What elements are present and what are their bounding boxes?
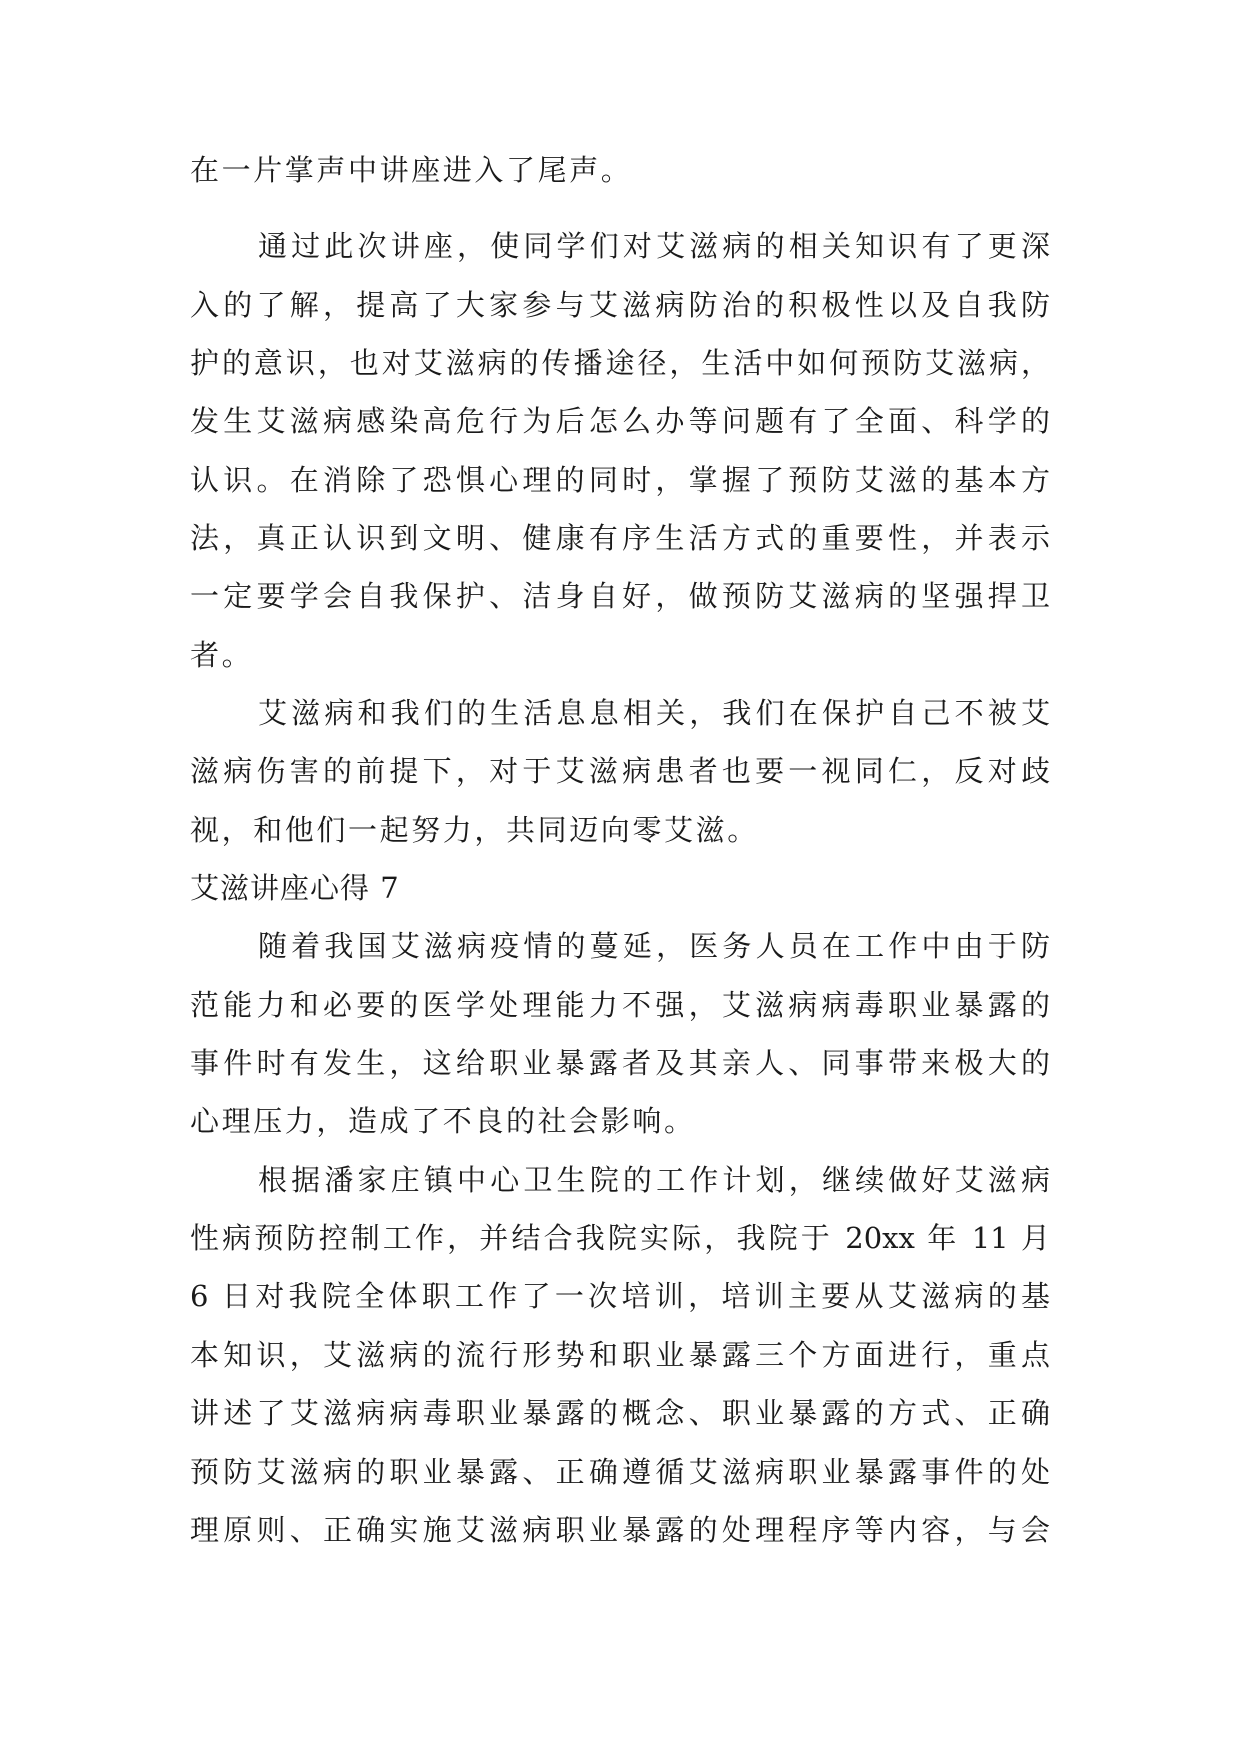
paragraph-line: 事件时有发生，这给职业暴露者及其亲人、同事带来极大的	[190, 1046, 1050, 1080]
paragraph-line: 通过此次讲座，使同学们对艾滋病的相关知识有了更深	[258, 229, 1050, 263]
paragraph-line: 法，真正认识到文明、健康有序生活方式的重要性，并表示	[190, 521, 1050, 555]
paragraph-line: 理原则、正确实施艾滋病职业暴露的处理程序等内容，与会	[190, 1513, 1050, 1547]
paragraph-line: 预防艾滋病的职业暴露、正确遵循艾滋病职业暴露事件的处	[190, 1455, 1050, 1489]
paragraph-line: 讲述了艾滋病病毒职业暴露的概念、职业暴露的方式、正确	[190, 1396, 1050, 1430]
paragraph-line: 一定要学会自我保护、洁身自好，做预防艾滋病的坚强捍卫	[190, 579, 1050, 613]
paragraph-line: 入的了解，提高了大家参与艾滋病防治的积极性以及自我防	[190, 288, 1050, 322]
paragraph-line: 发生艾滋病感染高危行为后怎么办等问题有了全面、科学的	[190, 404, 1050, 438]
paragraph-line: 艾滋病和我们的生活息息相关，我们在保护自己不被艾	[258, 696, 1050, 730]
paragraph-line: 随着我国艾滋病疫情的蔓延，医务人员在工作中由于防	[258, 929, 1050, 963]
paragraph-line: 范能力和必要的医学处理能力不强，艾滋病病毒职业暴露的	[190, 988, 1050, 1022]
paragraph-line: 者。	[190, 638, 254, 672]
paragraph-line: 6 日对我院全体职工作了一次培训，培训主要从艾滋病的基	[190, 1279, 1050, 1313]
paragraph-line: 性病预防控制工作，并结合我院实际，我院于 20xx 年 11 月	[190, 1221, 1050, 1255]
paragraph-line: 本知识，艾滋病的流行形势和职业暴露三个方面进行，重点	[190, 1338, 1050, 1372]
paragraph-line: 视，和他们一起努力，共同迈向零艾滋。	[190, 813, 759, 847]
paragraph-line: 滋病伤害的前提下，对于艾滋病患者也要一视同仁，反对歧	[190, 754, 1050, 788]
paragraph-line: 护的意识，也对艾滋病的传播途径，生活中如何预防艾滋病，	[190, 346, 1050, 380]
paragraph-line: 认识。在消除了恐惧心理的同时，掌握了预防艾滋的基本方	[190, 463, 1050, 497]
paragraph-line: 根据潘家庄镇中心卫生院的工作计划，继续做好艾滋病	[258, 1163, 1050, 1197]
paragraph-line: 心理压力，造成了不良的社会影响。	[190, 1104, 696, 1138]
section-heading: 艾滋讲座心得 7	[190, 871, 400, 905]
paragraph-line: 在一片掌声中讲座进入了尾声。	[190, 153, 633, 187]
